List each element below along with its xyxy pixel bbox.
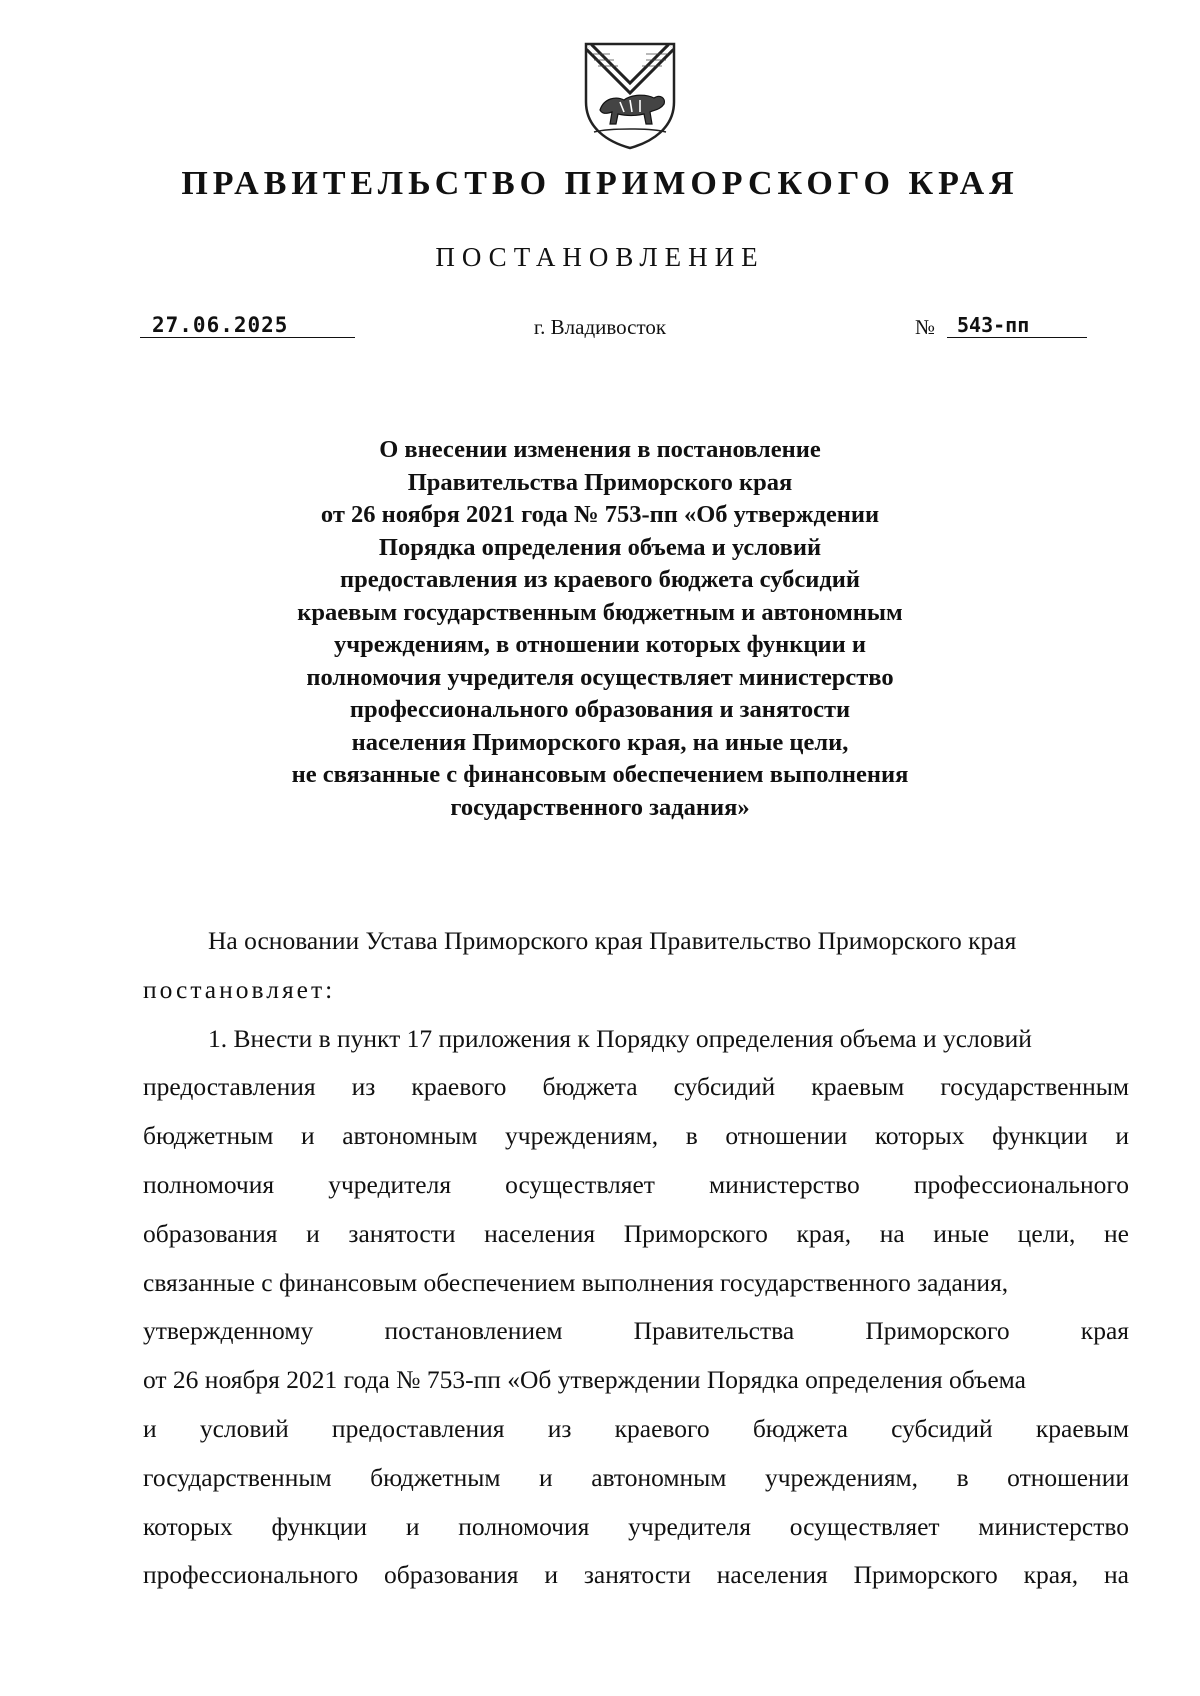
subject-line: не связанные с финансовым обеспечением выполнения	[291, 761, 909, 788]
subject-line: предоставления из краевого бюджета субсидий	[339, 566, 861, 593]
document-number	[915, 313, 1085, 343]
body-line: 1. Внести в пункт 17 приложения к Порядку определения объема и условий	[208, 1023, 1032, 1053]
document-city: г. Владивосток	[533, 315, 667, 339]
coat-of-arms-icon	[580, 40, 680, 150]
body-line: На основании Устава Приморского края Правительство Приморского края	[208, 926, 1017, 955]
document-meta-row	[0, 313, 1200, 353]
number-sign: №	[915, 315, 936, 339]
body-line: бюджетным и автономным учреждениям, в отношении которых функции и	[143, 1121, 1129, 1151]
document-type: ПОСТАНОВЛЕНИЕ	[435, 242, 765, 272]
government-title: ПРАВИТЕЛЬСТВО ПРИМОРСКОГО КРАЯ	[181, 165, 1019, 202]
document-body	[143, 917, 1129, 1600]
body-line: от 26 ноября 2021 года № 753-пп «Об утверждении Порядка определения объема	[143, 1365, 1026, 1395]
body-line: утвержденному постановлением Правительства Приморского края	[143, 1316, 1129, 1346]
body-line: и условий предоставления из краевого бюджета субсидий краевым	[143, 1413, 1129, 1443]
subject-line: Правительства Приморского края	[407, 468, 793, 496]
body-line: связанные с финансовым обеспечением выполнения государственного задания,	[143, 1267, 1009, 1297]
subject-line: государственного задания»	[450, 793, 750, 821]
body-line: образования и занятости населения Приморского края, на иные цели, не	[143, 1218, 1129, 1248]
subject-line: полномочия учредителя осуществляет министерство	[306, 663, 894, 691]
subject-line: от 26 ноября 2021 года № 753-пп «Об утверждении	[320, 501, 880, 528]
number-value: 543-пп	[947, 313, 1087, 338]
body-line: предоставления из краевого бюджета субсидий краевым государственным	[143, 1072, 1129, 1102]
subject-line: учреждениям, в отношении которых функции и	[334, 631, 866, 658]
subject-line: О внесении изменения в постановление	[379, 436, 821, 463]
document-date: 27.06.2025	[140, 313, 355, 338]
body-line-enacting-word: постановляет:	[143, 974, 336, 1004]
body-line: государственным бюджетным и автономным учреждениям, в отношении	[143, 1462, 1129, 1492]
subject-line: профессионального образования и занятости	[349, 696, 851, 723]
body-line: которых функции и полномочия учредителя осуществляет министерство	[143, 1511, 1129, 1541]
subject-line: населения Приморского края, на иные цели,	[351, 728, 849, 756]
subject-line: Порядка определения объема и условий	[378, 533, 822, 561]
body-line: профессионального образования и занятости населения Приморского края, на	[143, 1560, 1129, 1590]
subject-line: краевым государственным бюджетным и автономным	[297, 598, 903, 626]
body-line: полномочия учредителя осуществляет министерство профессионального	[143, 1169, 1129, 1199]
document-subject	[0, 434, 1200, 824]
